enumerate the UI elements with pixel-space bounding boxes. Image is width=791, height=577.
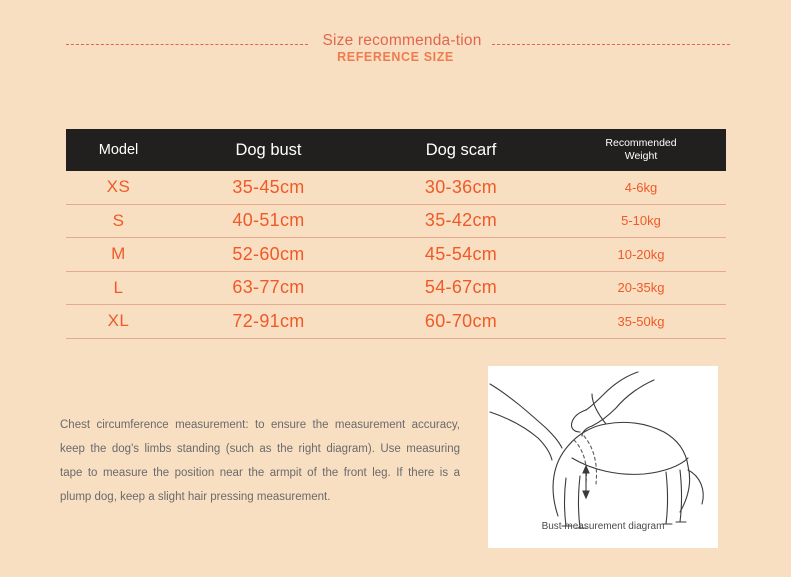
cell-model: XL: [107, 311, 130, 331]
cell-bust: 40-51cm: [232, 210, 305, 231]
table-header-row: [66, 129, 726, 171]
table-row: [66, 238, 726, 272]
cell-weight: 5-10kg: [621, 213, 661, 229]
table-row: [66, 272, 726, 306]
cell-weight: 4-6kg: [624, 179, 658, 195]
size-table: [66, 129, 726, 339]
cell-scarf: 35-42cm: [424, 210, 498, 231]
measurement-note: Chest circumference measurement: to ensure the measurement accuracy, keep the dog's limbs standing (such as the right diagram). Use measuring tape to measure the position near the armpit of the front leg. If there is a plump dog, keep a slight hair pressing measurement.: [60, 419, 460, 503]
cell-bust: 63-77cm: [232, 277, 305, 298]
cell-model: XS: [106, 177, 131, 197]
cell-weight: 10-20kg: [617, 246, 665, 262]
diagram-caption: Bust measurement diagram: [541, 521, 665, 532]
cell-scarf: 60-70cm: [424, 310, 498, 331]
cell-weight: 20-35kg: [617, 280, 665, 296]
dashed-rule-right: [492, 44, 730, 45]
cell-scarf: 54-67cm: [424, 277, 498, 298]
cell-bust: 52-60cm: [232, 243, 305, 264]
column-header-recommended-weight-line1: Recommended: [605, 137, 677, 149]
cell-model: M: [111, 244, 126, 264]
cell-weight: 35-50kg: [617, 313, 665, 329]
cell-bust: 72-91cm: [232, 310, 305, 331]
cell-bust: 35-45cm: [232, 176, 305, 197]
cell-model: S: [112, 210, 125, 230]
table-row: [66, 205, 726, 239]
page-subtitle: REFERENCE SIZE: [337, 50, 454, 64]
column-header-dog-bust: Dog bust: [235, 140, 302, 159]
table-row: [66, 171, 726, 205]
bust-measurement-diagram: [488, 366, 718, 548]
dashed-rule-left: [66, 44, 308, 45]
column-header-model: Model: [98, 142, 139, 158]
cell-scarf: 45-54cm: [424, 243, 498, 264]
page-title: Size recommenda-tion: [322, 32, 482, 49]
column-header-dog-scarf: Dog scarf: [425, 140, 497, 159]
cell-scarf: 30-36cm: [424, 176, 498, 197]
column-header-recommended-weight: [556, 137, 726, 163]
cell-model: L: [113, 277, 124, 297]
column-header-recommended-weight-line2: Weight: [624, 150, 658, 162]
table-row: [66, 305, 726, 339]
